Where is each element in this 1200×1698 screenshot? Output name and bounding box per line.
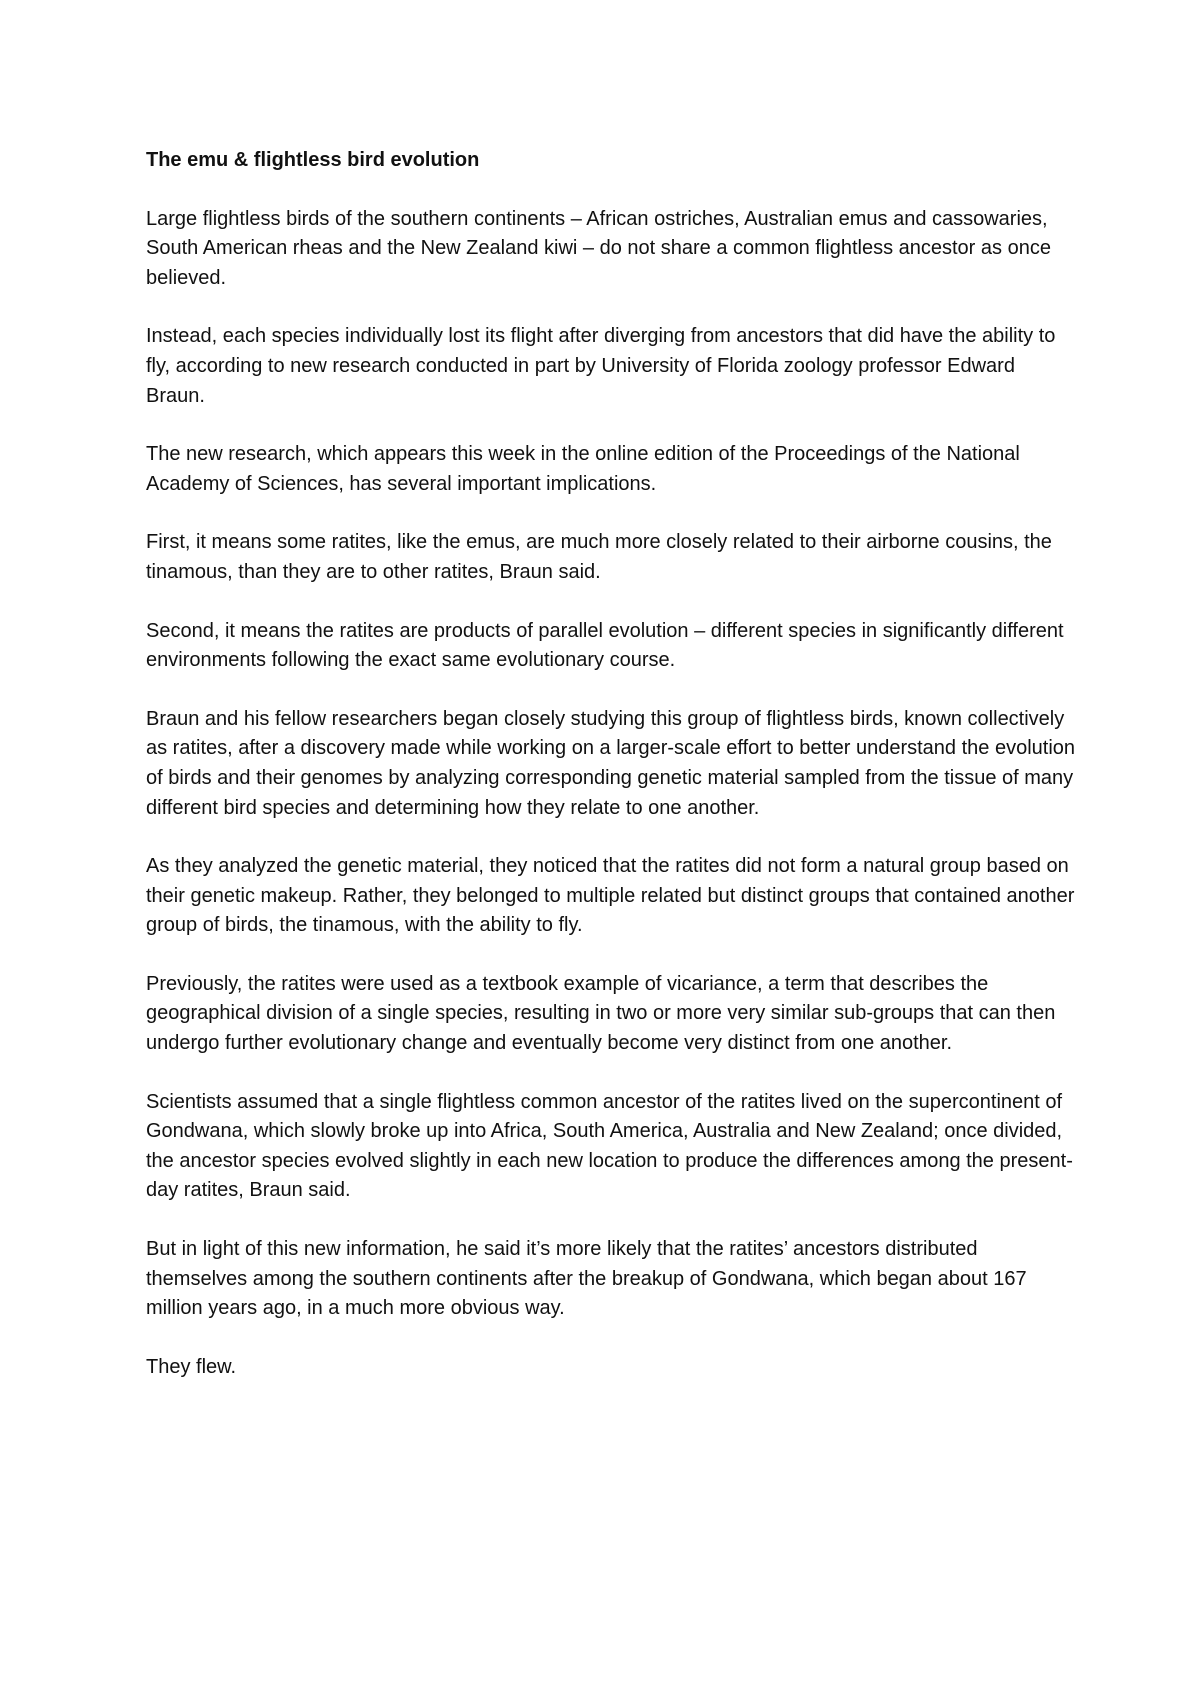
document-title: The emu & flightless bird evolution <box>146 149 480 171</box>
paragraph-4: First, it means some ratites, like the emus, are much more closely related to their airborne cousins, the tinamous, than they are to other ratites, Braun said. <box>146 531 1052 583</box>
paragraph-10: But in light of this new information, he said it’s more likely that the ratites’ ancestors distributed themselves among the southern continents after the breakup of Gondwana, which began about 167 million years ago, in a much more obvious way. <box>146 1238 1027 1320</box>
document-body <box>146 146 1076 1411</box>
paragraph-8: Previously, the ratites were used as a textbook example of vicariance, a term that describes the geographical division of a single species, resulting in two or more very similar sub-groups that can then undergo further evolutionary change and eventually become very distinct from one another. <box>146 972 1056 1055</box>
paragraph-11: They flew. <box>146 1355 237 1378</box>
paragraph-6: Braun and his fellow researchers began closely studying this group of flightless birds, known collectively as ratites, after a discovery made while working on a larger-scale effort to better understand the evolution of birds and their genomes by analyzing corresponding genetic material sampled from the tissue of many different bird species and determining how they relate to one another. <box>146 707 1076 819</box>
paragraph-5: Second, it means the ratites are products of parallel evolution – different species in significantly different environments following the exact same evolutionary course. <box>146 619 1064 672</box>
paragraph-3: The new research, which appears this week in the online edition of the Proceedings of the National Academy of Sciences, has several important implications. <box>146 443 1020 495</box>
paragraph-7: As they analyzed the genetic material, they noticed that the ratites did not form a natural group based on their genetic makeup. Rather, they belonged to multiple related but distinct groups that contained another group of birds, the tinamous, with the ability to fly. <box>146 855 1075 937</box>
paragraph-9: Scientists assumed that a single flightless common ancestor of the ratites lived on the supercontinent of Gondwana, which slowly broke up into Africa, South America, Australia and New Zealand; once divided, the ancestor species evolved slightly in each new location to produce the differences among the present-day ratites, Braun said. <box>146 1090 1073 1202</box>
paragraph-2: Instead, each species individually lost its flight after diverging from ancestors that did have the ability to fly, according to new research conducted in part by University of Florida zoology professor Edward Braun. <box>146 325 1056 407</box>
paragraph-1: Large flightless birds of the southern continents – African ostriches, Australian emus and cassowaries, South American rheas and the New Zealand kiwi – do not share a common flightless ancestor as once believed. <box>146 207 1051 289</box>
